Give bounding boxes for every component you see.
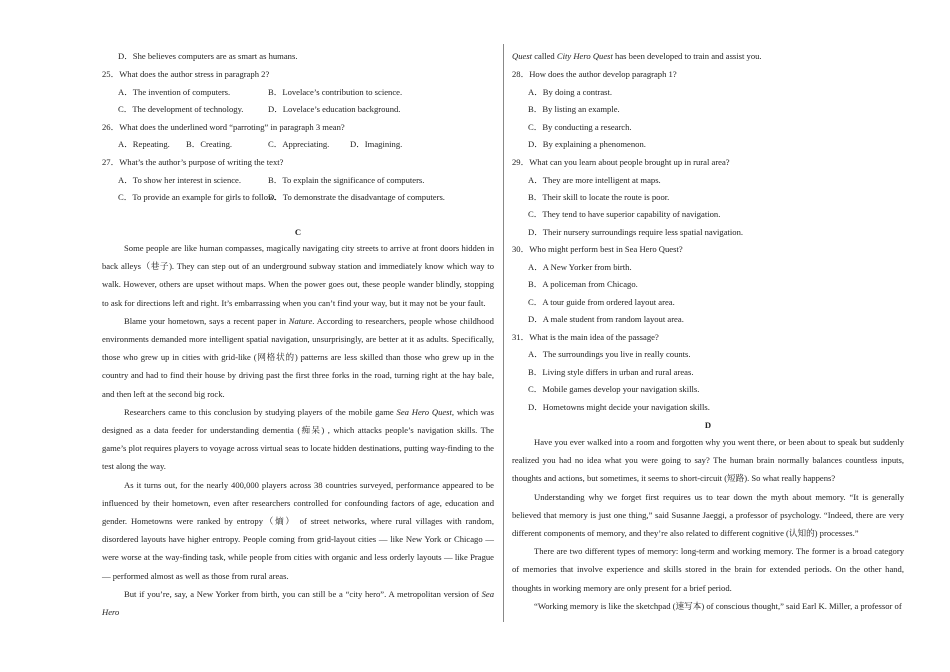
q26-option-d: D．Imagining. — [350, 139, 403, 149]
q25-option-d: D．Lovelace’s education background. — [268, 104, 401, 114]
passage-c-paragraph-1: Some people are like human compasses, magically navigating city streets to arrive at front doors hidden in back alleys（巷子). They can step out of an underground subway station and immediately know which way to walk. However, others are upset without maps. When the power goes out, these people wander blindly, stopping to ask for directions left and right. It’s embarrassing when you can’t find your way, but it may not be your fault. — [102, 243, 494, 308]
q26-option-c: C．Appreciating. — [268, 139, 330, 149]
q25-option-b: B．Lovelace’s contribution to science. — [268, 87, 403, 97]
q29-option-a: A．They are more intelligent at maps. — [528, 175, 661, 185]
q28-option-b: B．By listing an example. — [528, 104, 620, 114]
q29-option-d: D．Their nursery surroundings require less spatial navigation. — [528, 227, 744, 237]
q28-option-d: D．By explaining a phenomenon. — [528, 139, 646, 149]
passage-d-paragraph-3: There are two different types of memory: long-term and working memory. The former is a broad category of memories that involve experience and skills stored in the brain for extended periods. On the other hand, thoughts in working memory are only present for a brief period. — [512, 546, 904, 593]
passage-c-continuation: Quest called City Hero Quest has been developed to train and assist you. — [512, 51, 762, 61]
passage-d-paragraph-1: Have you ever walked into a room and forgotten why you went there, or been about to speak but suddenly realized you had no idea what you were going to say? The human brain normally balances countless inputs, thoughts and actions, but sometimes, it seems to short-circuit (短路). So what really happens? — [512, 437, 904, 484]
passage-c-paragraph-3: Researchers came to this conclusion by studying players of the mobile game Sea Hero Quest, which was designed as a data feeder for understanding dementia (痴呆) , which attacks people’s navigation skills. The game’s plot requires players to voyage across virtual seas to locate hidden destinations, putting way-finding to the test along the way. — [102, 406, 495, 472]
passage-c-paragraph-4: As it turns out, for the nearly 400,000 players across 38 countries surveyed, performance appeared to be influenced by their hometown, even after researchers controlled for confounding factors of age, education and gender. Hometowns were ranked by entropy（熵） of street networks, where rural villages with random, disordered layouts have higher entropy. People coming from grid-layout cities — like New York or Chicago — were worse at the way-finding task, while people from cities with organic and less orderly layouts — like Prague — performed almost as well as those from rural areas. — [102, 479, 494, 581]
passage-c-paragraph-5: But if you’re, say, a New Yorker from birth, you can still be a “city hero”. A metropolitan version of Sea Hero — [102, 588, 494, 618]
q30-option-a: A．A New Yorker from birth. — [528, 262, 632, 272]
passage-d — [512, 433, 904, 615]
q30-option-c: C．A tour guide from ordered layout area. — [528, 297, 675, 307]
q28-option-c: C．By conducting a research. — [528, 122, 632, 132]
q25-option-c: C．The development of technology. — [118, 104, 244, 114]
q27-stem: 27．What’s the author’s purpose of writing the text? — [102, 157, 284, 167]
q29-stem: 29．What can you learn about people brought up in rural area? — [512, 157, 730, 167]
q30-option-b: B．A policeman from Chicago. — [528, 279, 638, 289]
q27-option-d: D．To demonstrate the disadvantage of computers. — [268, 192, 445, 202]
q31-stem: 31．What is the main idea of the passage? — [512, 332, 659, 342]
q25-stem: 25．What does the author stress in paragraph 2? — [102, 69, 270, 79]
q29-option-b: B．Their skill to locate the route is poor. — [528, 192, 670, 202]
q27-option-a: A．To show her interest in science. — [118, 175, 242, 185]
q27-option-c: C．To provide an example for girls to follow. — [118, 192, 276, 202]
q28-option-a: A．By doing a contrast. — [528, 87, 613, 97]
passage-d-paragraph-4: “Working memory is like the sketchpad (速写本) of conscious thought,” said Earl K. Miller, a professor of — [534, 600, 902, 611]
q30-option-d: D．A male student from random layout area. — [528, 314, 684, 324]
q31-option-c: C．Mobile games develop your navigation skills. — [528, 384, 700, 394]
q31-option-a: A．The surroundings you live in really counts. — [528, 349, 691, 359]
q26-option-b: B．Creating. — [186, 139, 233, 149]
q31-option-d: D．Hometowns might decide your navigation skills. — [528, 402, 710, 412]
section-d-title: D — [704, 420, 712, 430]
q30-stem: 30．Who might perform best in Sea Hero Quest? — [512, 244, 683, 254]
q29-option-c: C．They tend to have superior capability of navigation. — [528, 209, 721, 219]
column-divider — [503, 44, 504, 622]
q27-option-b: B．To explain the significance of computers. — [268, 175, 425, 185]
q25-option-a: A．The invention of computers. — [118, 87, 231, 97]
passage-c-paragraph-2: Blame your hometown, says a recent paper in Nature. According to researchers, people whose childhood environments demanded more intelligent spatial navigation, unsurprisingly, are better at it as adults. Specifically, those who grew up in cities with grid-like (网格状的) patterns are less skilled than those who grew up in the country and had to find their house by driving past the first three forks in the road, turning right at the hay bale, and then left at the second big rock. — [102, 315, 494, 399]
q26-stem: 26．What does the underlined word “parroting” in paragraph 3 mean? — [102, 122, 345, 132]
q28-stem: 28．How does the author develop paragraph 1? — [512, 69, 677, 79]
q31-option-b: B．Living style differs in urban and rural areas. — [528, 367, 694, 377]
passage-c — [102, 239, 494, 621]
passage-d-paragraph-2: Understanding why we forget first requires us to tear down the myth about memory. “It is generally believed that memory is just one thing,” said Susanne Jaeggi, a professor of psychology. “Indeed, there are very different components of memory, and they’re also related to different cognitive (认知的) processes.” — [512, 491, 904, 539]
section-c-title: C — [294, 227, 302, 237]
q26-option-a: A．Repeating. — [118, 139, 170, 149]
q24-option-d: D．She believes computers are as smart as humans. — [118, 51, 298, 61]
